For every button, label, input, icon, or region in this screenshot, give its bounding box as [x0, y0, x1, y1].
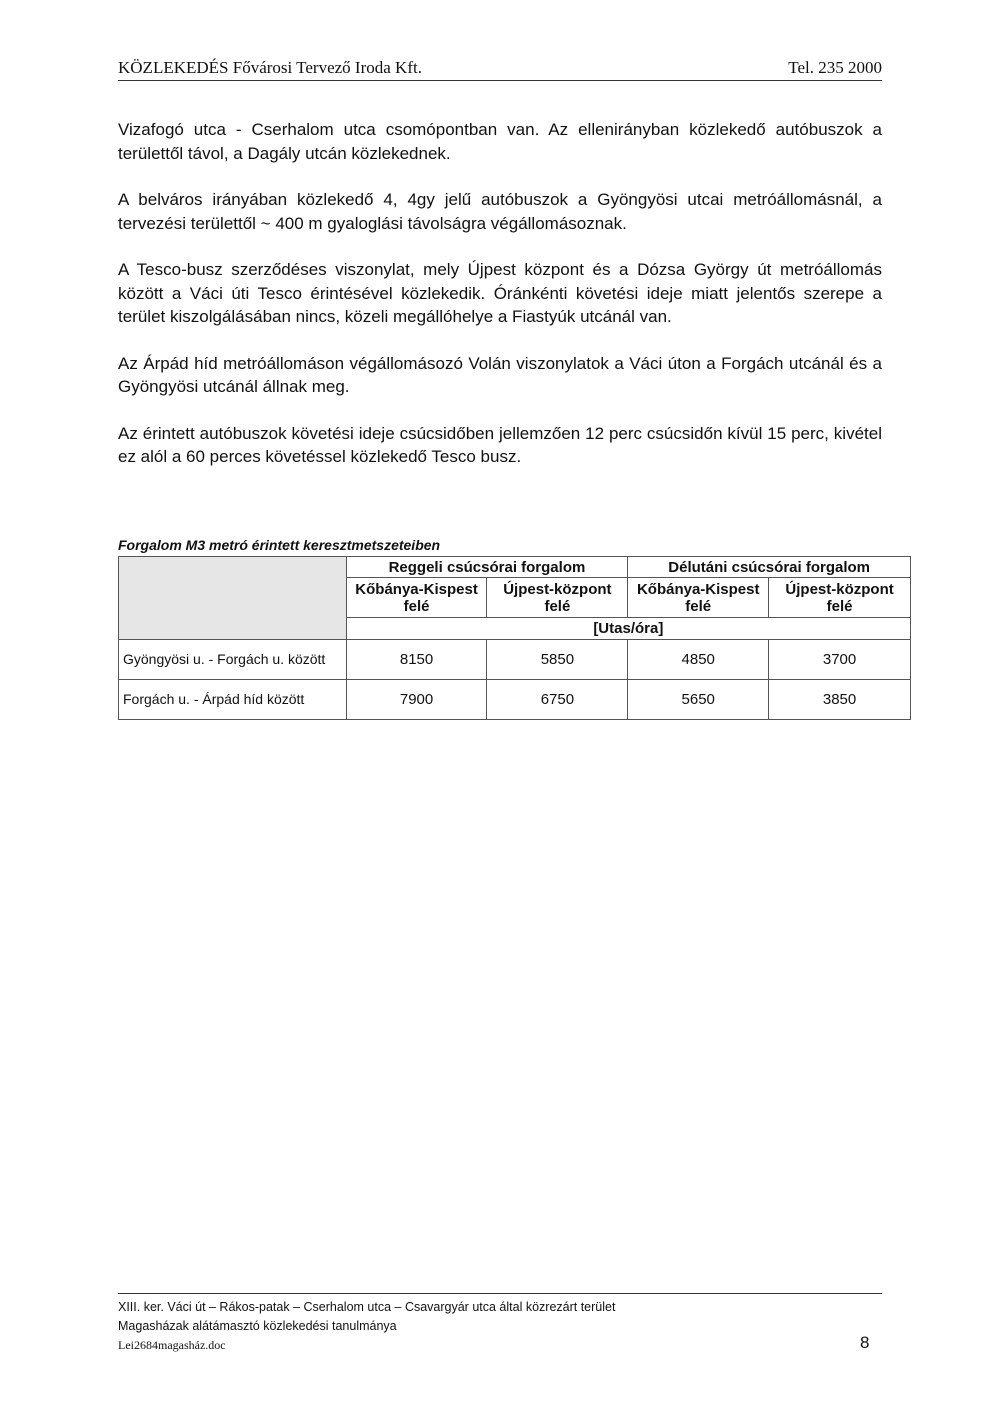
table-header-row: [119, 557, 911, 578]
paragraph: A Tesco-busz szerződéses viszonylat, mely Újpest központ és a Dózsa György út metróállomás között a Váci úti Tesco érintésével közlekedik. Óránkénti követési ideje miatt jelentős szerepe a terület kiszolgálásában nincs, közeli megállóhelye a Fiastyúk utcánál van.: [118, 260, 882, 326]
table-cell: 3700: [769, 640, 911, 680]
unit-cell: [Utas/óra]: [346, 618, 910, 640]
traffic-table: [118, 556, 911, 720]
page-number: 8: [860, 1333, 870, 1352]
page-header: [118, 58, 882, 81]
table-caption: Forgalom M3 metró érintett keresztmetszeteiben: [118, 537, 441, 553]
group-header-morning: Reggeli csúcsórai forgalom: [346, 557, 628, 578]
table-cell: 4850: [628, 640, 769, 680]
body-text: [118, 118, 882, 492]
paragraph: A belváros irányában közlekedő 4, 4gy jelű autóbuszok a Gyöngyösi utcai metróállomásnál, a tervezési területtől ~ 400 m gyaloglási távolságra végállomásoznak.: [118, 190, 882, 233]
table-row: [119, 640, 911, 680]
row-label: Forgách u. - Árpád híd között: [119, 680, 347, 720]
paragraph: Az érintett autóbuszok követési ideje csúcsidőben jellemzően 12 perc csúcsidőn kívül 15 perc, kivétel ez alól a 60 perces követéssel közlekedő Tesco busz.: [118, 423, 882, 466]
footer-line: Magasházak alátámasztó közlekedési tanulmánya: [118, 1319, 397, 1333]
table-row: [119, 680, 911, 720]
subheader-cell: Kőbánya-Kispest felé: [346, 578, 487, 618]
table-cell: 6750: [487, 680, 628, 720]
paragraph: Vizafogó utca - Cserhalom utca csomópontban van. Az ellenirányban közlekedő autóbuszok a területtől távol, a Dagály utcán közlekednek.: [118, 120, 882, 163]
table-cell: 3850: [769, 680, 911, 720]
table-cell: 7900: [346, 680, 487, 720]
table-cell: 5650: [628, 680, 769, 720]
paragraph: Az Árpád híd metróállomáson végállomásozó Volán viszonylatok a Váci úton a Forgách utcánál és a Gyöngyösi utcánál állnak meg.: [118, 353, 882, 396]
table-corner-cell: [119, 557, 347, 640]
row-label: Gyöngyösi u. - Forgách u. között: [119, 640, 347, 680]
subheader-cell: Kőbánya-Kispest felé: [628, 578, 769, 618]
group-header-afternoon: Délutáni csúcsórai forgalom: [628, 557, 911, 578]
footer-filename: Lei2684magasház.doc: [118, 1338, 226, 1352]
table-cell: 8150: [346, 640, 487, 680]
table-cell: 5850: [487, 640, 628, 680]
page-footer: [118, 1293, 882, 1355]
header-phone: Tel. 235 2000: [788, 58, 882, 77]
header-company: KÖZLEKEDÉS Fővárosi Tervező Iroda Kft.: [118, 58, 422, 77]
footer-line: XIII. ker. Váci út – Rákos-patak – Cserhalom utca – Csavargyár utca által közrezárt terület: [118, 1300, 616, 1314]
subheader-cell: Újpest-központ felé: [487, 578, 628, 618]
subheader-cell: Újpest-központ felé: [769, 578, 911, 618]
